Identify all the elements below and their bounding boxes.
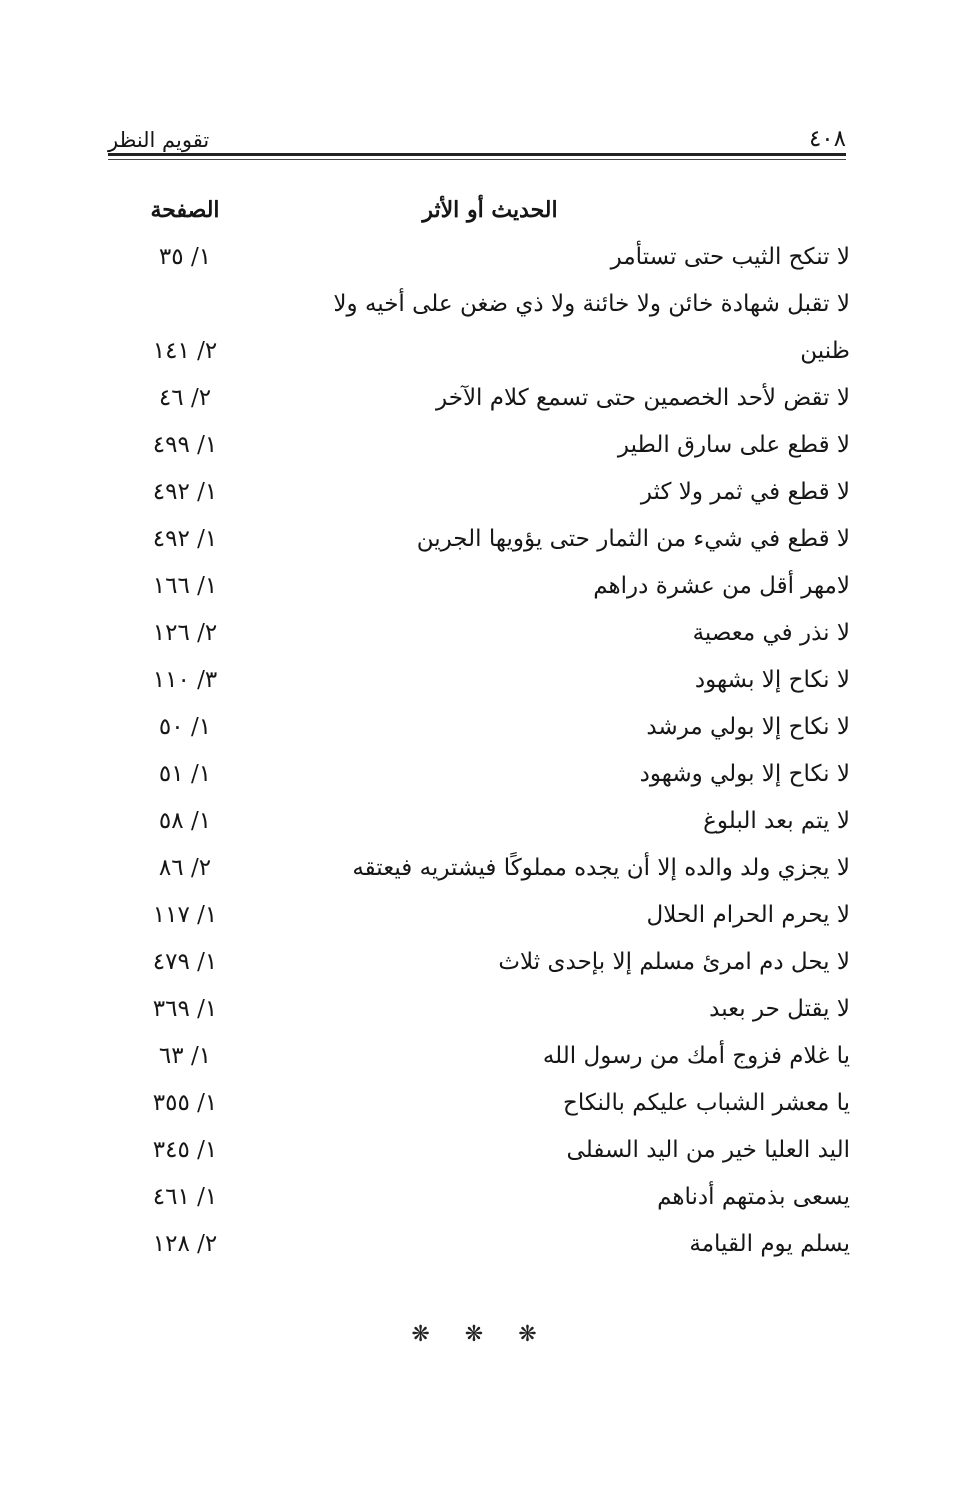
- hadith-text: لا قطع على سارق الطير: [617, 432, 850, 458]
- hadith-index-table: [130, 186, 850, 1268]
- table-row: [130, 939, 850, 986]
- page-reference: ١/ ٣٤٥: [152, 1137, 218, 1163]
- table-row: [130, 1174, 850, 1221]
- page-reference: ١/ ٣٦٩: [152, 996, 218, 1022]
- page-reference: ١/ ٥٨: [158, 808, 212, 834]
- hadith-text: لا يحرم الحرام الحلال: [646, 902, 850, 928]
- page-reference: ١/ ١٦٦: [152, 573, 218, 599]
- table-row: [130, 751, 850, 798]
- hadith-text: يا غلام فزوج أمك من رسول الله: [542, 1043, 850, 1069]
- page-reference: ١/ ٣٥٥: [152, 1090, 218, 1116]
- hadith-text: يسلم يوم القيامة: [689, 1231, 850, 1257]
- table-row: [130, 798, 850, 845]
- table-row: [130, 986, 850, 1033]
- page-reference: ١/ ٤٩٩: [152, 432, 218, 458]
- page-number: ٤٠٨: [808, 126, 846, 152]
- table-row: [130, 234, 850, 281]
- hadith-text: لا يقتل حر بعبد: [709, 996, 850, 1022]
- page-reference: ٣/ ١١٠: [152, 667, 218, 693]
- table-row: [130, 422, 850, 469]
- table-row: [130, 845, 850, 892]
- hadith-text: لا نذر في معصية: [692, 620, 850, 646]
- hadith-text: لا تقض لأحد الخصمين حتى تسمع كلام الآخر: [436, 385, 850, 411]
- hadith-text: لا يتم بعد البلوغ: [703, 808, 850, 834]
- table-row: [130, 610, 850, 657]
- page-reference: ١/ ٥١: [158, 761, 212, 787]
- page-reference: ١/ ١١٧: [152, 902, 218, 928]
- hadith-text: لا تقبل شهادة خائن ولا خائنة ولا ذي ضغن على أخيه ولا: [333, 291, 850, 317]
- table-row: [130, 1221, 850, 1268]
- page-reference: ١/ ٥٠: [158, 714, 212, 740]
- hadith-text: لا نكاح إلا بشهود: [694, 667, 850, 693]
- page-reference: ٢/ ٨٦: [158, 855, 212, 881]
- hadith-text: لا نكاح إلا بولي مرشد: [646, 714, 850, 740]
- page-reference: ١/ ٦٣: [158, 1043, 212, 1069]
- table-row: [130, 1127, 850, 1174]
- running-head: [108, 116, 846, 152]
- hadith-text: ظنين: [800, 338, 850, 364]
- hadith-text: لا تنكح الثيب حتى تستأمر: [610, 244, 850, 270]
- page-reference: ٢/ ١٤١: [152, 338, 218, 364]
- table-row: [130, 563, 850, 610]
- page-reference: ١/ ٣٥: [158, 244, 212, 270]
- table-header-row: [130, 186, 850, 234]
- page-reference: ٢/ ١٢٦: [152, 620, 218, 646]
- page-reference: ١/ ٤٦١: [152, 1184, 218, 1210]
- column-header-hadith: الحديث أو الأثر: [422, 197, 558, 223]
- hadith-text: لا يجزي ولد والده إلا أن يجده مملوكًا فيشتريه فيعتقه: [352, 855, 850, 881]
- table-row: [130, 1080, 850, 1127]
- table-row: [130, 469, 850, 516]
- table-row: [130, 328, 850, 375]
- table-row: [130, 516, 850, 563]
- book-title: تقويم النظر: [108, 128, 210, 152]
- end-ornament: ❋ ❋ ❋: [411, 1322, 551, 1347]
- page-reference: ٢/ ١٢٨: [152, 1231, 218, 1257]
- hadith-text: لا نكاح إلا بولي وشهود: [639, 761, 850, 787]
- hadith-text: يسعى بذمتهم أدناهم: [657, 1184, 850, 1210]
- table-row: [130, 657, 850, 704]
- table-row: [130, 1033, 850, 1080]
- header-rule-thin: [108, 159, 846, 160]
- header-rule-thick: [108, 153, 846, 156]
- hadith-text: اليد العليا خير من اليد السفلى: [566, 1137, 850, 1163]
- table-row: [130, 892, 850, 939]
- hadith-text: لا يحل دم امرئ مسلم إلا بإحدى ثلاث: [498, 949, 850, 975]
- table-row: [130, 281, 850, 328]
- hadith-text: لا قطع في شيء من الثمار حتى يؤويها الجرين: [416, 526, 850, 552]
- page-reference: ١/ ٤٩٢: [152, 526, 218, 552]
- table-row: [130, 704, 850, 751]
- page-reference: ١/ ٤٩٢: [152, 479, 218, 505]
- page-reference: ١/ ٤٧٩: [152, 949, 218, 975]
- hadith-text: لامهر أقل من عشرة دراهم: [593, 573, 850, 599]
- hadith-text: لا قطع في ثمر ولا كثر: [640, 479, 850, 505]
- column-header-page: الصفحة: [150, 197, 220, 223]
- hadith-text: يا معشر الشباب عليكم بالنكاح: [563, 1090, 850, 1116]
- page-reference: ٢/ ٤٦: [158, 385, 212, 411]
- table-row: [130, 375, 850, 422]
